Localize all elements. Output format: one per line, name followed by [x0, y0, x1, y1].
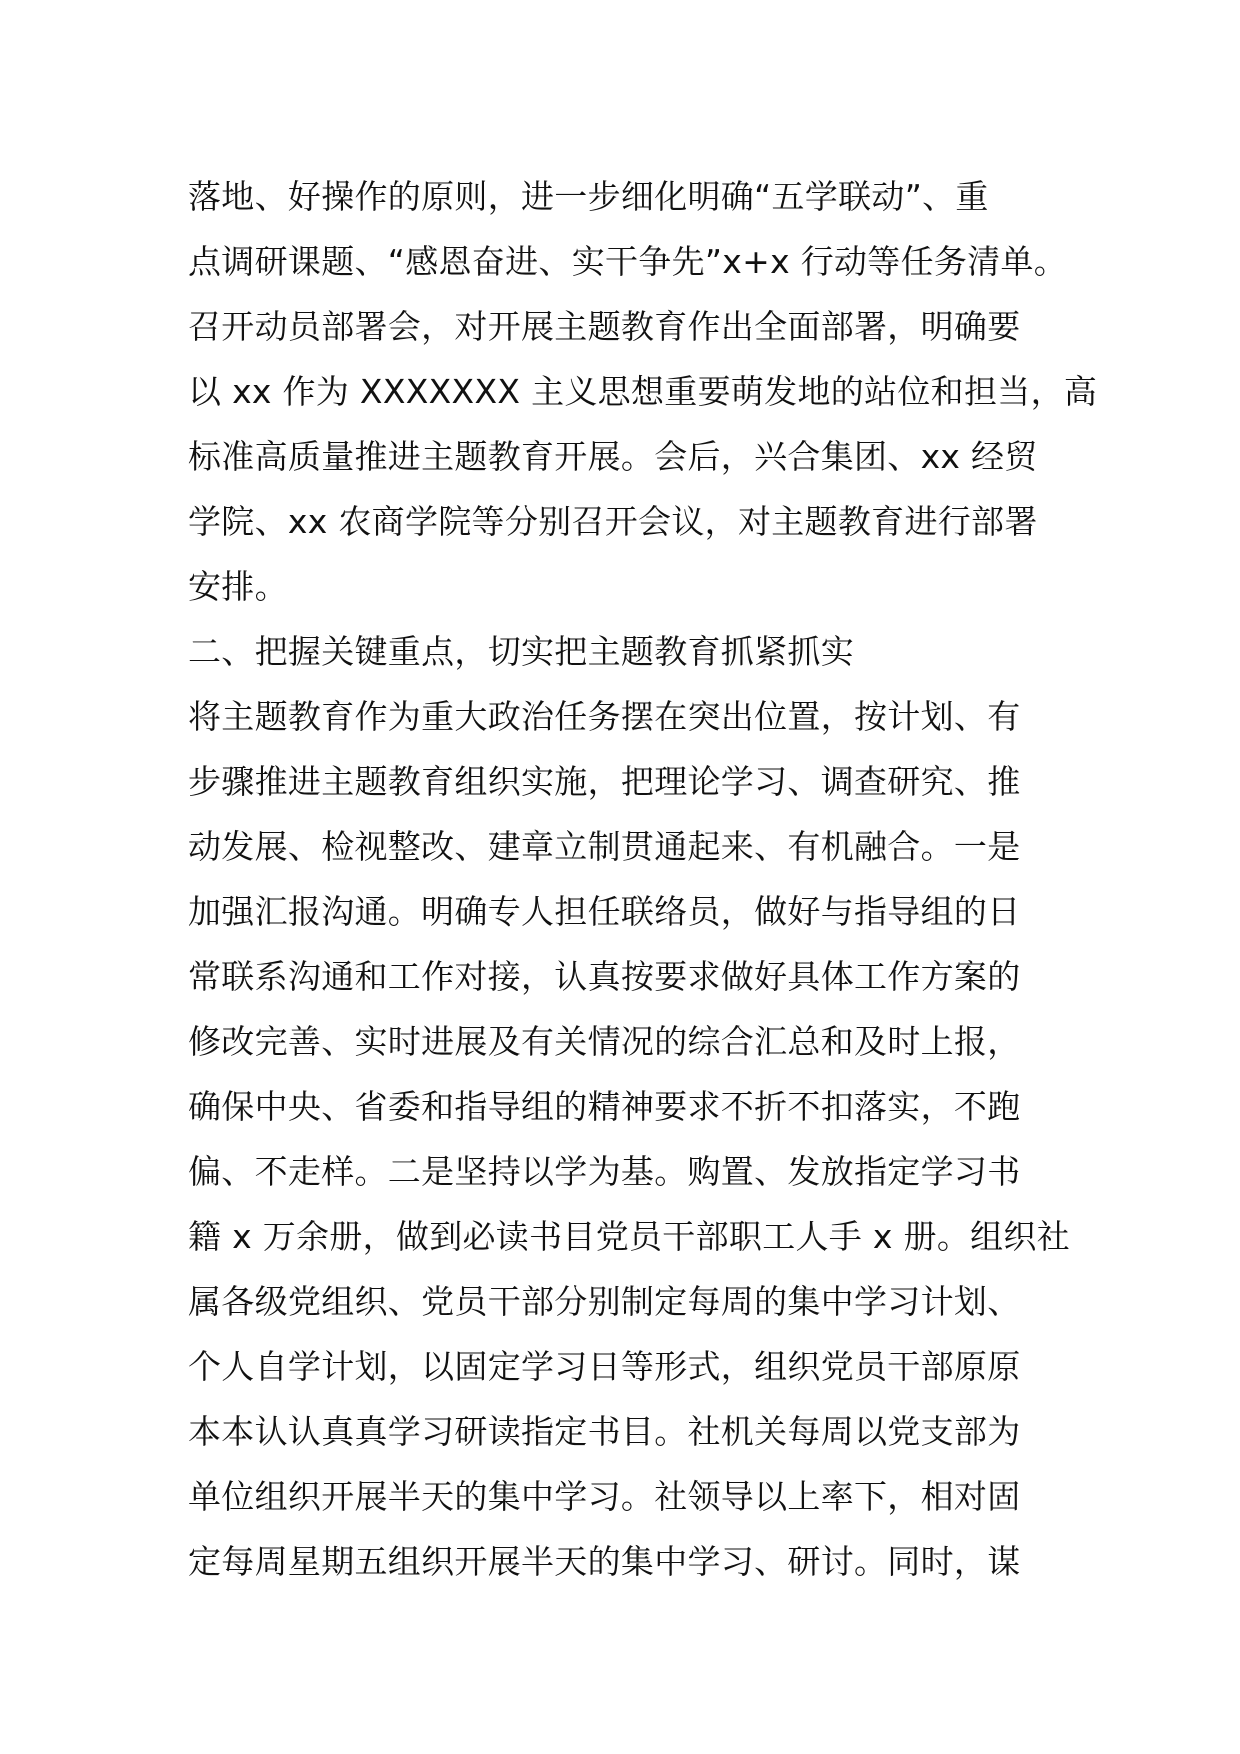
text-line: 偏、不走样。二是坚持以学为基。购置、发放指定学习书: [188, 1152, 1021, 1191]
text-line: 修改完善、实时进展及有关情况的综合汇总和及时上报，: [188, 1022, 1021, 1061]
text-line: 籍 x 万余册，做到必读书目党员干部职工人手 x 册。组织社: [188, 1217, 1071, 1256]
text-line: 本本认认真真学习研读指定书目。社机关每周以党支部为: [188, 1412, 1021, 1451]
text-line: 召开动员部署会，对开展主题教育作出全面部署，明确要: [188, 307, 1021, 346]
body-text: [188, 164, 1098, 1594]
text-line: 学院、xx 农商学院等分别召开会议，对主题教育进行部署: [188, 502, 1038, 541]
section-heading: 二、把握关键重点，切实把主题教育抓紧抓实: [188, 632, 854, 671]
text-line: 单位组织开展半天的集中学习。社领导以上率下，相对固: [188, 1477, 1021, 1516]
text-line: 常联系沟通和工作对接，认真按要求做好具体工作方案的: [188, 957, 1021, 996]
text-line: 个人自学计划，以固定学习日等形式，组织党员干部原原: [188, 1347, 1021, 1386]
text-line: 步骤推进主题教育组织实施，把理论学习、调查研究、推: [188, 762, 1021, 801]
text-line: 定每周星期五组织开展半天的集中学习、研讨。同时，谋: [188, 1542, 1021, 1581]
text-line: 确保中央、省委和指导组的精神要求不折不扣落实，不跑: [188, 1087, 1021, 1126]
text-line: 落地、好操作的原则，进一步细化明确“五学联动”、重: [188, 177, 989, 216]
text-line: 点调研课题、“感恩奋进、实干争先”x+x 行动等任务清单。: [188, 242, 1068, 281]
text-line: 将主题教育作为重大政治任务摆在突出位置，按计划、有: [188, 697, 1021, 736]
text-line: 标准高质量推进主题教育开展。会后，兴合集团、xx 经贸: [188, 437, 1038, 476]
text-line: 加强汇报沟通。明确专人担任联络员，做好与指导组的日: [188, 892, 1021, 931]
text-line: 动发展、检视整改、建章立制贯通起来、有机融合。一是: [188, 827, 1021, 866]
text-line: 属各级党组织、党员干部分别制定每周的集中学习计划、: [188, 1282, 1021, 1321]
text-line: 以 xx 作为 XXXXXXX 主义思想重要萌发地的站位和担当，高: [188, 372, 1098, 411]
text-line: 安排。: [188, 567, 288, 606]
